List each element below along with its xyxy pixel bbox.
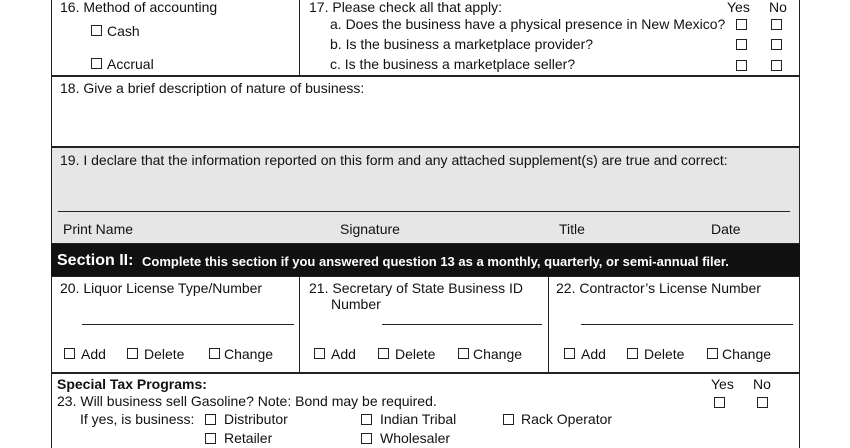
wholesaler-label: Wholesaler [380, 430, 451, 446]
title-label: Title [559, 221, 585, 237]
q23-yes-checkbox[interactable] [714, 397, 725, 408]
section-2-title: Section II: [57, 252, 134, 269]
q17-label: 17. Please check all that apply: [309, 0, 503, 15]
q23-no-checkbox[interactable] [757, 397, 768, 408]
row-21-22-divider [548, 276, 549, 373]
q21-change-checkbox[interactable] [458, 348, 469, 359]
accrual-checkbox[interactable] [91, 58, 102, 69]
q21-add-label: Add [331, 346, 356, 362]
special-tax-heading: Special Tax Programs: [57, 376, 207, 392]
q19-signature-line[interactable] [58, 211, 790, 212]
q22-delete-label: Delete [644, 346, 685, 362]
date-label: Date [711, 221, 741, 237]
q22-change-checkbox[interactable] [707, 348, 718, 359]
q22-delete-checkbox[interactable] [627, 348, 638, 359]
q20-delete-label: Delete [144, 346, 185, 362]
row-20-21-divider [299, 276, 300, 373]
q17a-text: a. Does the business have a physical presence in New Mexico? [330, 16, 726, 32]
distributor-label: Distributor [224, 411, 288, 427]
q21-delete-label: Delete [395, 346, 436, 362]
q17a-no-checkbox[interactable] [771, 19, 782, 30]
q20-label: 20. Liquor License Type/Number [60, 280, 263, 296]
q21-label-line1: 21. Secretary of State Business ID [309, 280, 523, 296]
q21-change-label: Change [473, 346, 523, 362]
q17a-yes-checkbox[interactable] [736, 19, 747, 30]
q20-change-checkbox[interactable] [209, 348, 220, 359]
indian-tribal-label: Indian Tribal [380, 411, 457, 427]
q23-text: 23. Will business sell Gasoline? Note: Bond may be required. [57, 393, 437, 409]
row-16-17-divider [299, 0, 300, 76]
distributor-checkbox[interactable] [205, 414, 216, 425]
cash-label: Cash [107, 23, 140, 39]
q17b-no-checkbox[interactable] [771, 39, 782, 50]
rack-operator-label: Rack Operator [521, 411, 613, 427]
retailer-label: Retailer [224, 430, 273, 446]
q22-add-checkbox[interactable] [564, 348, 575, 359]
section-2-subtitle: Complete this section if you answered question 13 as a monthly, quarterly, or semi-annual filer. [142, 254, 729, 269]
q21-input-line[interactable] [382, 324, 542, 325]
q21-add-checkbox[interactable] [314, 348, 325, 359]
q17c-yes-checkbox[interactable] [736, 60, 747, 71]
q22-change-label: Change [722, 346, 772, 362]
retailer-checkbox[interactable] [205, 433, 216, 444]
print-name-label: Print Name [63, 221, 134, 237]
q23-no-header: No [753, 376, 771, 392]
section-2-banner [51, 244, 800, 276]
q22-label: 22. Contractor’s License Number [556, 280, 761, 296]
rack-operator-checkbox[interactable] [503, 414, 514, 425]
q21-delete-checkbox[interactable] [378, 348, 389, 359]
accrual-label: Accrual [107, 56, 154, 72]
q17c-text: c. Is the business a marketplace seller? [330, 56, 576, 72]
q21-label-line2: Number [331, 296, 381, 312]
signature-label: Signature [340, 221, 400, 237]
wholesaler-checkbox[interactable] [361, 433, 372, 444]
q17-no-header: No [769, 0, 787, 15]
q17b-text: b. Is the business a marketplace provider? [330, 36, 594, 52]
if-yes-label: If yes, is business: [80, 411, 195, 427]
q17c-no-checkbox[interactable] [771, 60, 782, 71]
q20-input-line[interactable] [82, 324, 294, 325]
indian-tribal-checkbox[interactable] [361, 414, 372, 425]
q19-label: 19. I declare that the information reported on this form and any attached supplement(s) are true and correct: [60, 152, 728, 168]
q20-add-checkbox[interactable] [64, 348, 75, 359]
cash-checkbox[interactable] [91, 25, 102, 36]
q23-yes-header: Yes [711, 376, 734, 392]
q18-label: 18. Give a brief description of nature of business: [60, 80, 365, 96]
q20-delete-checkbox[interactable] [127, 348, 138, 359]
q17b-yes-checkbox[interactable] [736, 39, 747, 50]
q16-label: 16. Method of accounting [60, 0, 218, 15]
q17-yes-header: Yes [727, 0, 750, 15]
q22-input-line[interactable] [581, 324, 793, 325]
q22-add-label: Add [581, 346, 606, 362]
q20-change-label: Change [224, 346, 274, 362]
q20-add-label: Add [81, 346, 106, 362]
